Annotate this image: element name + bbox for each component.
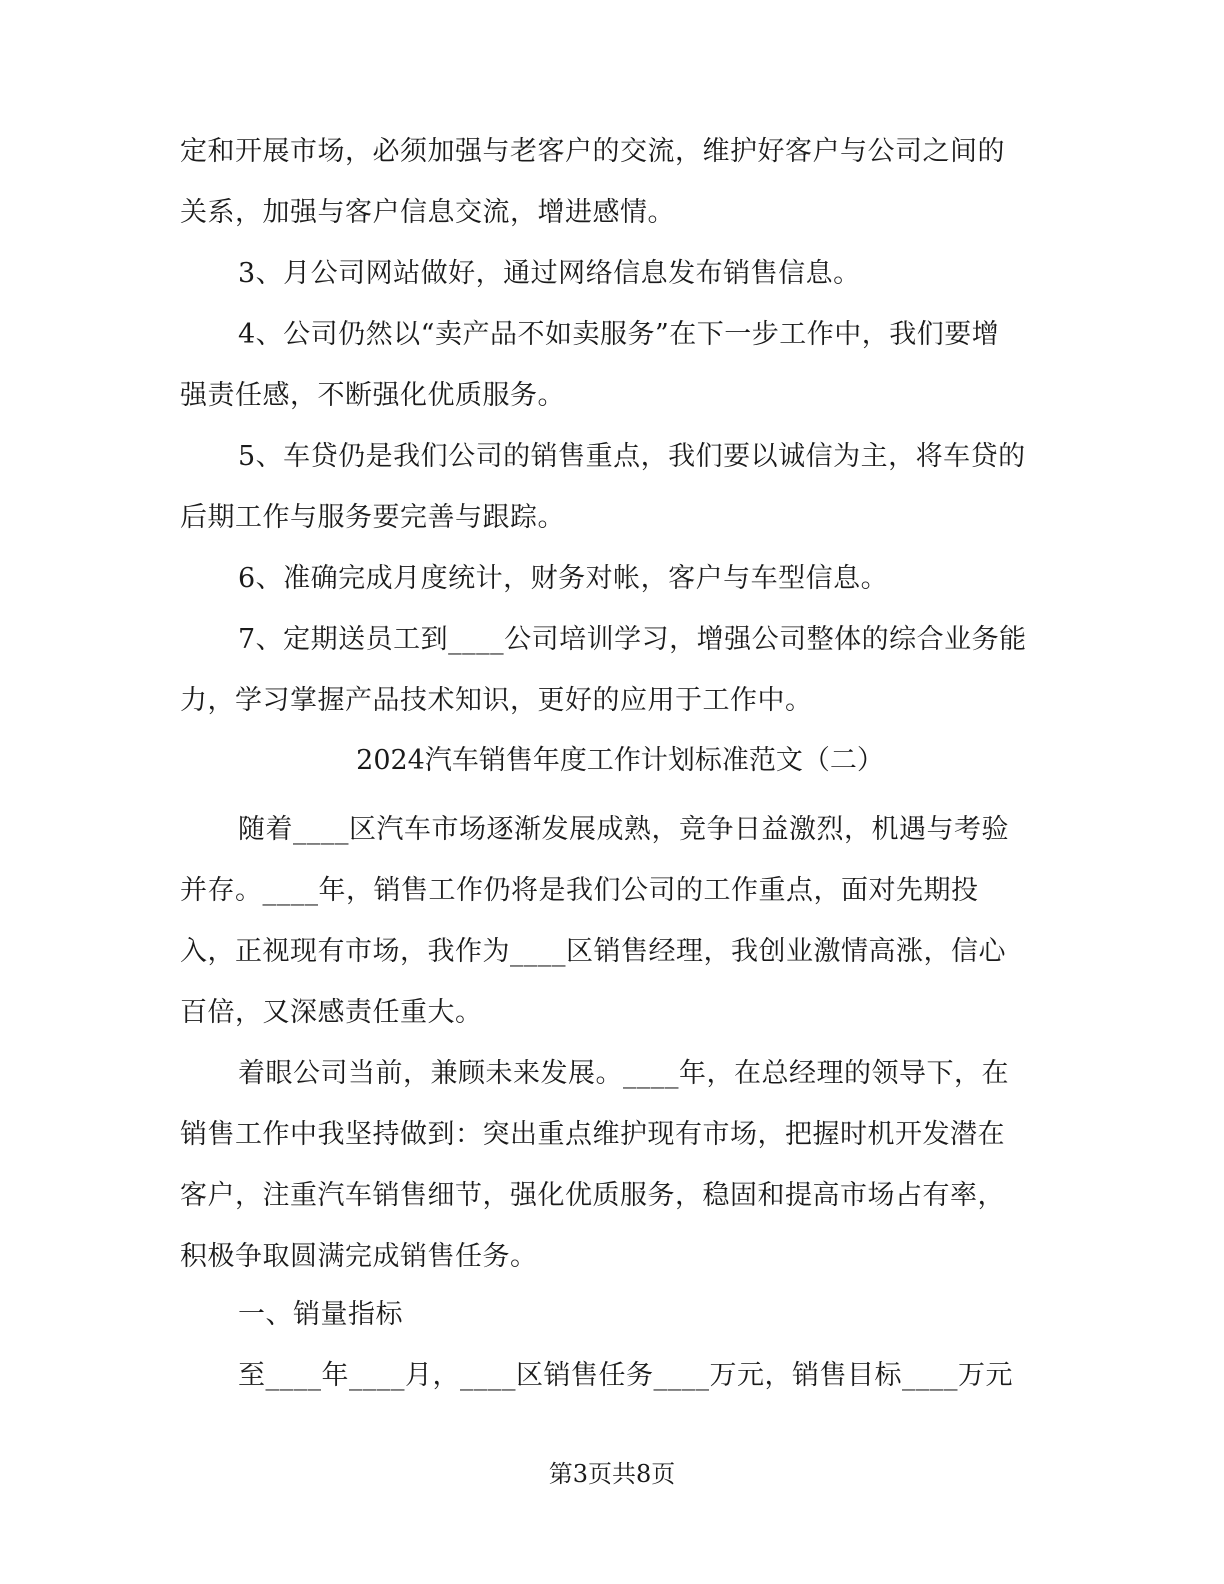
paragraph-line: 5、车贷仍是我们公司的销售重点，我们要以诚信为主，将车贷的: [238, 441, 1026, 472]
paragraph-line: 百倍，又深感责任重大。: [180, 997, 483, 1028]
page-footer: 第3页共8页: [548, 1460, 676, 1488]
paragraph-line: 随着____区汽车市场逐渐发展成熟，竞争日益激烈，机遇与考验: [238, 814, 1009, 845]
paragraph-line: 7、定期送员工到____公司培训学习，增强公司整体的综合业务能: [238, 624, 1027, 655]
section-heading: 一、销量指标: [238, 1299, 403, 1330]
paragraph-line: 关系，加强与客户信息交流，增进感情。: [180, 197, 675, 228]
paragraph-line: 强责任感，不断强化优质服务。: [180, 380, 565, 411]
section-title: 2024汽车销售年度工作计划标准范文（二）: [356, 745, 884, 776]
paragraph-line: 定和开展市场，必须加强与老客户的交流，维护好客户与公司之间的: [180, 136, 1005, 167]
paragraph-line: 6、准确完成月度统计，财务对帐，客户与车型信息。: [238, 563, 889, 594]
paragraph-line: 并存。____年，销售工作仍将是我们公司的工作重点，面对先期投: [180, 875, 979, 906]
paragraph-line: 3、月公司网站做好，通过网络信息发布销售信息。: [238, 258, 861, 289]
paragraph-line: 积极争取圆满完成销售任务。: [180, 1241, 538, 1272]
paragraph-line: 销售工作中我坚持做到：突出重点维护现有市场，把握时机开发潜在: [180, 1119, 1005, 1150]
paragraph-line: 客户，注重汽车销售细节，强化优质服务，稳固和提高市场占有率，: [180, 1180, 1005, 1211]
paragraph-line: 入，正视现有市场，我作为____区销售经理，我创业激情高涨，信心: [180, 936, 1006, 967]
paragraph-line: 力，学习掌握产品技术知识，更好的应用于工作中。: [180, 685, 813, 716]
paragraph-line: 至____年____月，____区销售任务____万元，销售目标____万元: [238, 1360, 1013, 1391]
paragraph-line: 4、公司仍然以“卖产品不如卖服务”在下一步工作中，我们要增: [238, 319, 1000, 350]
paragraph-line: 后期工作与服务要完善与跟踪。: [180, 502, 565, 533]
paragraph-line: 着眼公司当前，兼顾未来发展。____年，在总经理的领导下，在: [238, 1058, 1009, 1089]
